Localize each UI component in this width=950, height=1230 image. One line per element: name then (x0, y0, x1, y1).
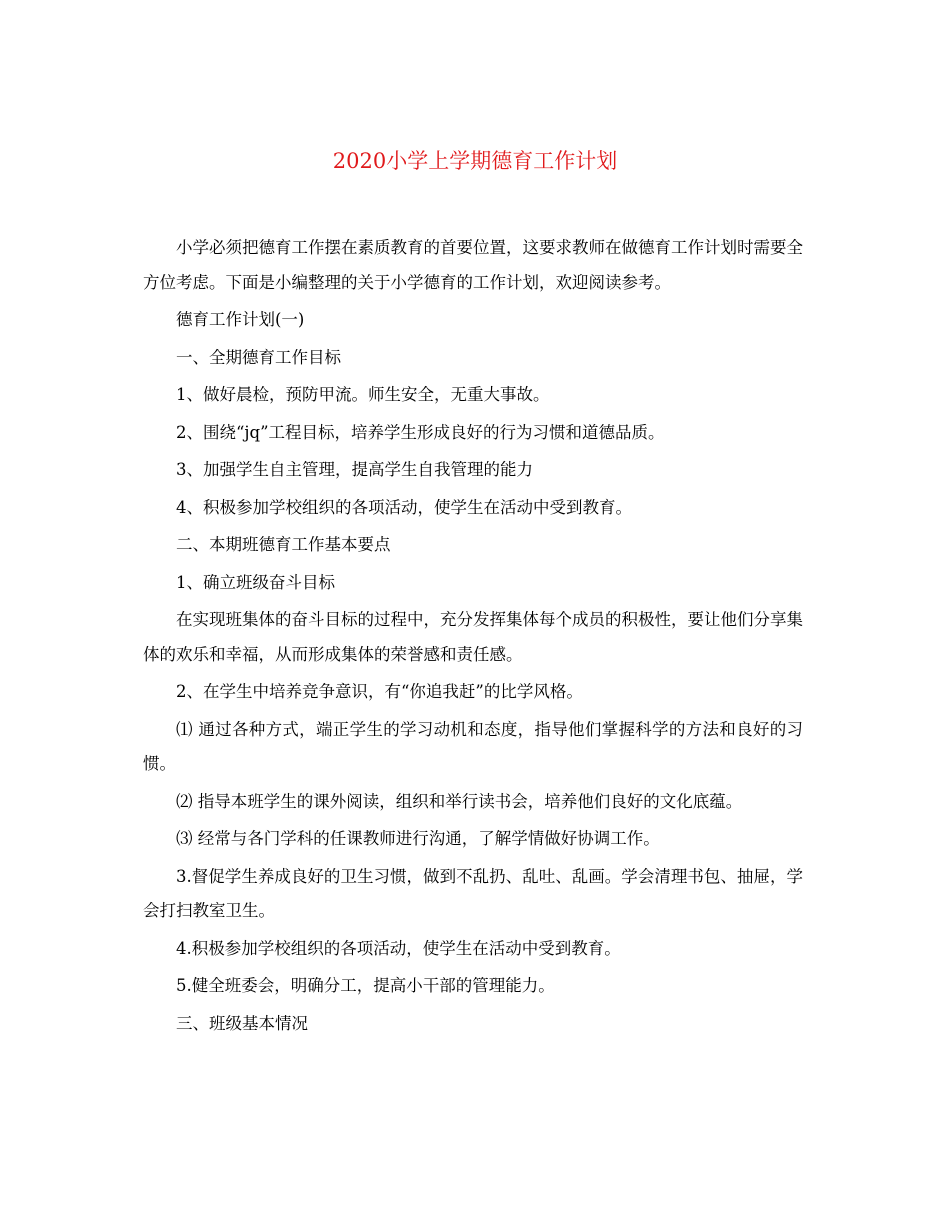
plan-heading: 德育工作计划(一) (176, 310, 305, 329)
point-item-5: 5.健全班委会，明确分工，提高小干部的管理能力。 (176, 976, 555, 995)
point-item-2: 2、在学生中培养竞争意识，有“你追我赶”的比学风格。 (176, 682, 583, 701)
sub-item-2: ⑵ 指导本班学生的课外阅读，组织和举行读书会，培养他们良好的文化底蕴。 (176, 791, 743, 811)
section-heading-1: 一、全期德育工作目标 (176, 347, 341, 367)
sub-item-3: ⑶ 经常与各门学科的任课教师进行沟通，了解学情做好协调工作。 (176, 829, 660, 848)
section-heading-3: 三、班级基本情况 (176, 1013, 308, 1033)
section-heading-2: 二、本期班德育工作基本要点 (176, 535, 391, 554)
point-item-3: 3.督促学生养成良好的卫生习惯，做到不乱扔、乱吐、乱画。学会清理书包、抽屉，学会打扫教室卫生。 (143, 866, 803, 920)
goal-item-3: 3、加强学生自主管理，提高学生自我管理的能力 (176, 460, 533, 479)
goal-item-1: 1、做好晨检，预防甲流。师生安全，无重大事故。 (176, 385, 550, 404)
goal-item-2: 2、围绕“jq”工程目标，培养学生形成良好的行为习惯和道德品质。 (176, 422, 665, 442)
sub-item-1: ⑴ 通过各种方式，端正学生的学习动机和态度，指导他们掌握科学的方法和良好的习惯。 (143, 719, 803, 773)
point-item-1: 1、确立班级奋斗目标 (176, 572, 335, 592)
document-title: 2020小学上学期德育工作计划 (332, 149, 618, 173)
intro-paragraph: 小学必须把德育工作摆在素质教育的首要位置，这要求教师在做德育工作计划时需要全方位考虑。下面是小编整理的关于小学德育的工作计划，欢迎阅读参考。 (143, 238, 803, 292)
point-item-1-body: 在实现班集体的奋斗目标的过程中，充分发挥集体每个成员的积极性，要让他们分享集体的欢乐和幸福，从而形成集体的荣誉感和责任感。 (143, 610, 803, 664)
document-body (143, 231, 803, 1041)
goal-item-4: 4、积极参加学校组织的各项活动，使学生在活动中受到教育。 (176, 497, 632, 517)
point-item-4: 4.积极参加学校组织的各项活动，使学生在活动中受到教育。 (176, 938, 621, 958)
